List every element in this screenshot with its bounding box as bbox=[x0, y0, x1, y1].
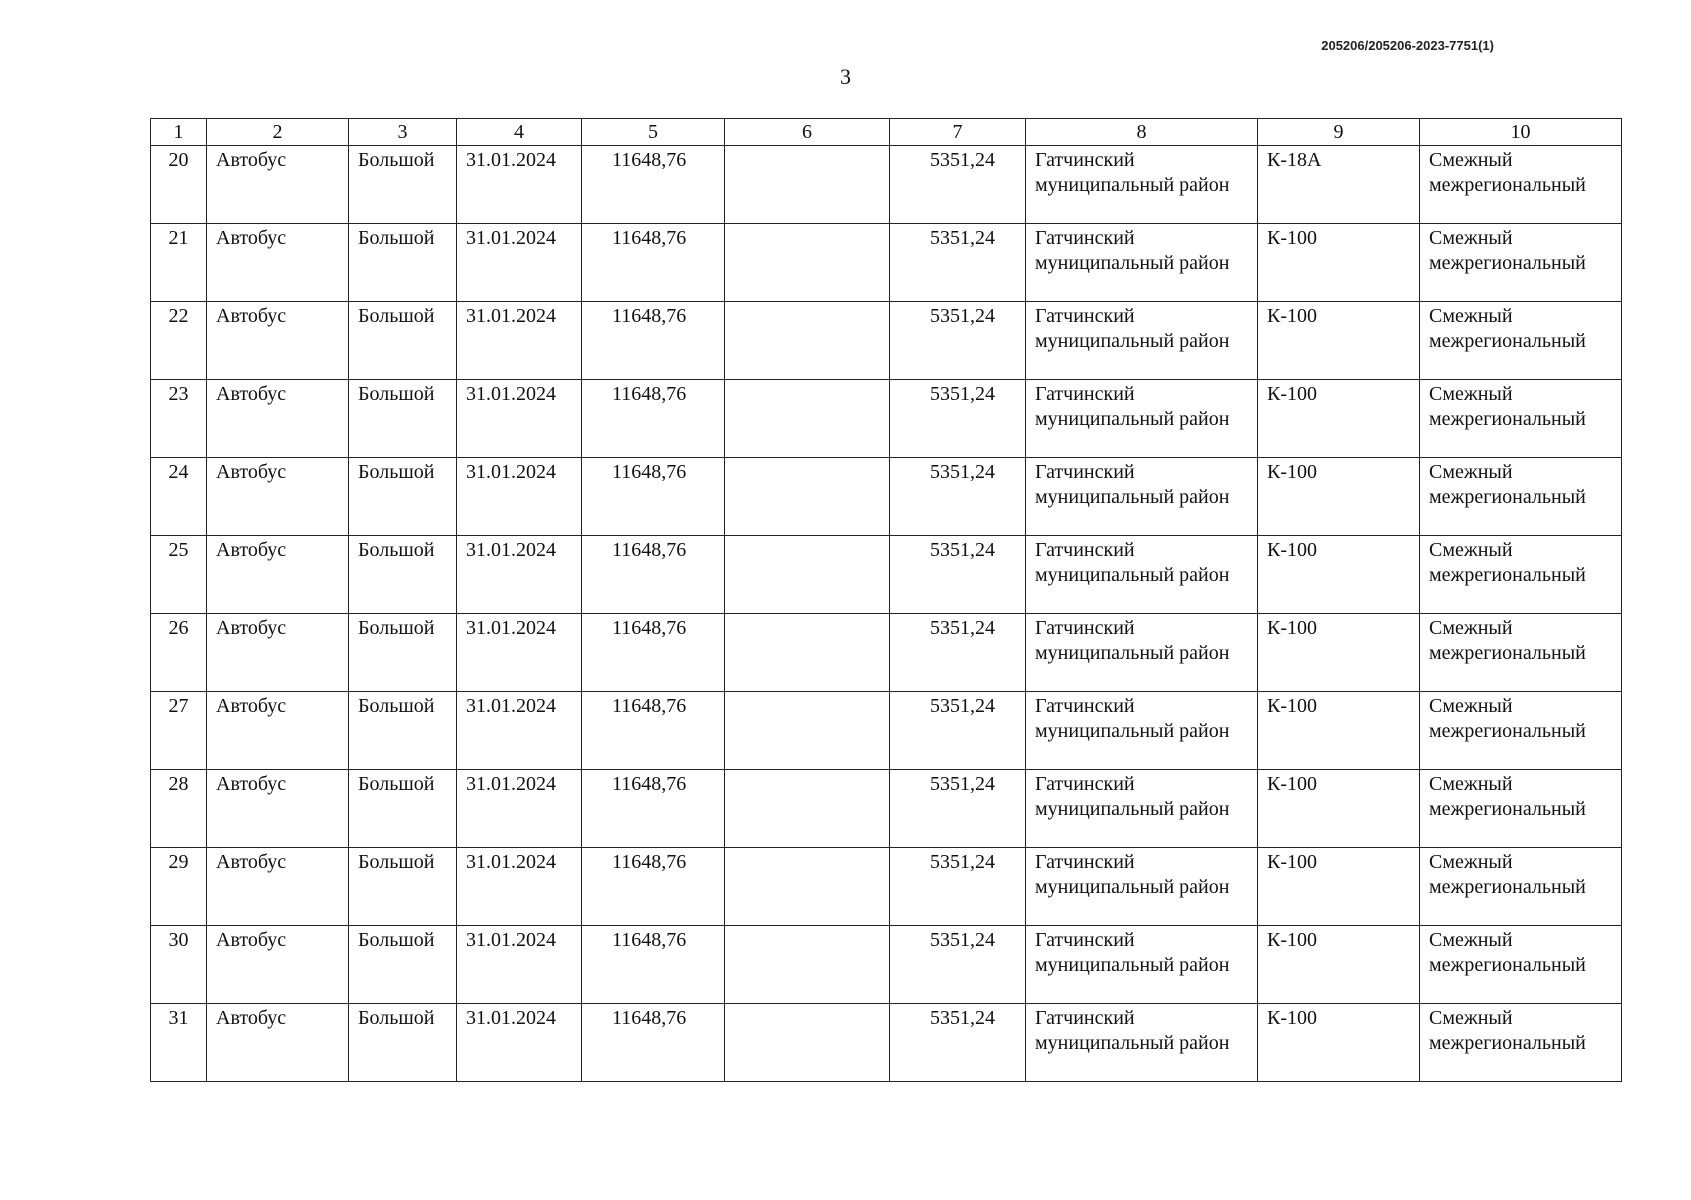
route-cell: К-100 bbox=[1258, 224, 1420, 302]
column-6-value-cell bbox=[725, 692, 890, 770]
vehicle-class-cell: Большой bbox=[349, 536, 457, 614]
column-6-value-cell bbox=[725, 614, 890, 692]
row-number-cell: 22 bbox=[151, 302, 207, 380]
table-row bbox=[151, 614, 1622, 692]
column-5-value-cell: 11648,76 bbox=[582, 848, 725, 926]
route-kind-cell: Смежный межрегиональный bbox=[1420, 1004, 1622, 1082]
column-7-value-cell: 5351,24 bbox=[890, 302, 1026, 380]
date-cell: 31.01.2024 bbox=[457, 692, 582, 770]
table-row bbox=[151, 380, 1622, 458]
column-5-value-cell: 11648,76 bbox=[582, 302, 725, 380]
vehicle-class-cell: Большой bbox=[349, 380, 457, 458]
table-row bbox=[151, 770, 1622, 848]
date-cell: 31.01.2024 bbox=[457, 224, 582, 302]
column-header-6: 6 bbox=[725, 119, 890, 146]
column-header-2: 2 bbox=[207, 119, 349, 146]
date-cell: 31.01.2024 bbox=[457, 458, 582, 536]
column-5-value-cell: 11648,76 bbox=[582, 926, 725, 1004]
vehicle-type-cell: Автобус bbox=[207, 458, 349, 536]
column-5-value-cell: 11648,76 bbox=[582, 146, 725, 224]
date-cell: 31.01.2024 bbox=[457, 848, 582, 926]
column-header-5: 5 bbox=[582, 119, 725, 146]
column-5-value-cell: 11648,76 bbox=[582, 536, 725, 614]
district-cell: Гатчинский муниципальный район bbox=[1026, 1004, 1258, 1082]
column-6-value-cell bbox=[725, 536, 890, 614]
district-cell: Гатчинский муниципальный район bbox=[1026, 536, 1258, 614]
table-row bbox=[151, 692, 1622, 770]
route-cell: К-100 bbox=[1258, 926, 1420, 1004]
row-number-cell: 26 bbox=[151, 614, 207, 692]
vehicle-type-cell: Автобус bbox=[207, 536, 349, 614]
column-7-value-cell: 5351,24 bbox=[890, 848, 1026, 926]
route-kind-cell: Смежный межрегиональный bbox=[1420, 380, 1622, 458]
column-6-value-cell bbox=[725, 1004, 890, 1082]
vehicle-type-cell: Автобус bbox=[207, 848, 349, 926]
column-7-value-cell: 5351,24 bbox=[890, 536, 1026, 614]
district-cell: Гатчинский муниципальный район bbox=[1026, 458, 1258, 536]
vehicle-class-cell: Большой bbox=[349, 848, 457, 926]
table-row bbox=[151, 302, 1622, 380]
vehicle-type-cell: Автобус bbox=[207, 1004, 349, 1082]
column-5-value-cell: 11648,76 bbox=[582, 770, 725, 848]
row-number-cell: 31 bbox=[151, 1004, 207, 1082]
row-number-cell: 23 bbox=[151, 380, 207, 458]
route-cell: К-100 bbox=[1258, 302, 1420, 380]
column-header-7: 7 bbox=[890, 119, 1026, 146]
column-5-value-cell: 11648,76 bbox=[582, 1004, 725, 1082]
table-body bbox=[151, 146, 1622, 1082]
table-row bbox=[151, 146, 1622, 224]
column-5-value-cell: 11648,76 bbox=[582, 224, 725, 302]
route-cell: К-100 bbox=[1258, 536, 1420, 614]
registry-table bbox=[150, 118, 1622, 1082]
vehicle-class-cell: Большой bbox=[349, 692, 457, 770]
district-cell: Гатчинский муниципальный район bbox=[1026, 146, 1258, 224]
vehicle-class-cell: Большой bbox=[349, 770, 457, 848]
column-header-9: 9 bbox=[1258, 119, 1420, 146]
column-6-value-cell bbox=[725, 224, 890, 302]
vehicle-class-cell: Большой bbox=[349, 926, 457, 1004]
route-kind-cell: Смежный межрегиональный bbox=[1420, 614, 1622, 692]
row-number-cell: 25 bbox=[151, 536, 207, 614]
vehicle-type-cell: Автобус bbox=[207, 224, 349, 302]
table-row bbox=[151, 926, 1622, 1004]
table-row bbox=[151, 536, 1622, 614]
route-kind-cell: Смежный межрегиональный bbox=[1420, 848, 1622, 926]
row-number-cell: 29 bbox=[151, 848, 207, 926]
row-number-cell: 24 bbox=[151, 458, 207, 536]
column-header-8: 8 bbox=[1026, 119, 1258, 146]
district-cell: Гатчинский муниципальный район bbox=[1026, 614, 1258, 692]
route-kind-cell: Смежный межрегиональный bbox=[1420, 302, 1622, 380]
column-7-value-cell: 5351,24 bbox=[890, 614, 1026, 692]
vehicle-type-cell: Автобус bbox=[207, 302, 349, 380]
column-5-value-cell: 11648,76 bbox=[582, 380, 725, 458]
vehicle-type-cell: Автобус bbox=[207, 146, 349, 224]
route-kind-cell: Смежный межрегиональный bbox=[1420, 146, 1622, 224]
column-6-value-cell bbox=[725, 848, 890, 926]
vehicle-class-cell: Большой bbox=[349, 1004, 457, 1082]
column-header-3: 3 bbox=[349, 119, 457, 146]
column-5-value-cell: 11648,76 bbox=[582, 458, 725, 536]
vehicle-type-cell: Автобус bbox=[207, 692, 349, 770]
route-cell: К-100 bbox=[1258, 848, 1420, 926]
date-cell: 31.01.2024 bbox=[457, 302, 582, 380]
document-id: 205206/205206-2023-7751(1) bbox=[1321, 38, 1494, 53]
date-cell: 31.01.2024 bbox=[457, 770, 582, 848]
column-header-4: 4 bbox=[457, 119, 582, 146]
date-cell: 31.01.2024 bbox=[457, 1004, 582, 1082]
column-7-value-cell: 5351,24 bbox=[890, 146, 1026, 224]
district-cell: Гатчинский муниципальный район bbox=[1026, 302, 1258, 380]
route-cell: К-100 bbox=[1258, 614, 1420, 692]
route-cell: К-100 bbox=[1258, 380, 1420, 458]
date-cell: 31.01.2024 bbox=[457, 926, 582, 1004]
route-kind-cell: Смежный межрегиональный bbox=[1420, 458, 1622, 536]
table-row bbox=[151, 848, 1622, 926]
row-number-cell: 28 bbox=[151, 770, 207, 848]
district-cell: Гатчинский муниципальный район bbox=[1026, 224, 1258, 302]
vehicle-class-cell: Большой bbox=[349, 146, 457, 224]
district-cell: Гатчинский муниципальный район bbox=[1026, 692, 1258, 770]
vehicle-type-cell: Автобус bbox=[207, 770, 349, 848]
column-header-1: 1 bbox=[151, 119, 207, 146]
column-7-value-cell: 5351,24 bbox=[890, 1004, 1026, 1082]
column-7-value-cell: 5351,24 bbox=[890, 692, 1026, 770]
table-row bbox=[151, 1004, 1622, 1082]
column-6-value-cell bbox=[725, 146, 890, 224]
column-6-value-cell bbox=[725, 302, 890, 380]
date-cell: 31.01.2024 bbox=[457, 380, 582, 458]
table-row bbox=[151, 224, 1622, 302]
vehicle-type-cell: Автобус bbox=[207, 614, 349, 692]
column-header-10: 10 bbox=[1420, 119, 1622, 146]
column-6-value-cell bbox=[725, 380, 890, 458]
row-number-cell: 20 bbox=[151, 146, 207, 224]
column-7-value-cell: 5351,24 bbox=[890, 926, 1026, 1004]
route-cell: К-100 bbox=[1258, 458, 1420, 536]
vehicle-class-cell: Большой bbox=[349, 224, 457, 302]
route-kind-cell: Смежный межрегиональный bbox=[1420, 224, 1622, 302]
page-number: 3 bbox=[840, 64, 851, 89]
column-6-value-cell bbox=[725, 770, 890, 848]
table-row bbox=[151, 458, 1622, 536]
route-cell: К-100 bbox=[1258, 692, 1420, 770]
district-cell: Гатчинский муниципальный район bbox=[1026, 380, 1258, 458]
district-cell: Гатчинский муниципальный район bbox=[1026, 926, 1258, 1004]
date-cell: 31.01.2024 bbox=[457, 146, 582, 224]
row-number-cell: 21 bbox=[151, 224, 207, 302]
vehicle-type-cell: Автобус bbox=[207, 380, 349, 458]
column-6-value-cell bbox=[725, 458, 890, 536]
vehicle-type-cell: Автобус bbox=[207, 926, 349, 1004]
column-7-value-cell: 5351,24 bbox=[890, 458, 1026, 536]
table-header-row bbox=[151, 119, 1622, 146]
vehicle-class-cell: Большой bbox=[349, 614, 457, 692]
district-cell: Гатчинский муниципальный район bbox=[1026, 770, 1258, 848]
row-number-cell: 27 bbox=[151, 692, 207, 770]
route-kind-cell: Смежный межрегиональный bbox=[1420, 692, 1622, 770]
route-kind-cell: Смежный межрегиональный bbox=[1420, 536, 1622, 614]
column-5-value-cell: 11648,76 bbox=[582, 692, 725, 770]
route-cell: К-100 bbox=[1258, 770, 1420, 848]
vehicle-class-cell: Большой bbox=[349, 302, 457, 380]
route-kind-cell: Смежный межрегиональный bbox=[1420, 770, 1622, 848]
date-cell: 31.01.2024 bbox=[457, 614, 582, 692]
vehicle-class-cell: Большой bbox=[349, 458, 457, 536]
route-cell: К-18А bbox=[1258, 146, 1420, 224]
route-cell: К-100 bbox=[1258, 1004, 1420, 1082]
row-number-cell: 30 bbox=[151, 926, 207, 1004]
column-5-value-cell: 11648,76 bbox=[582, 614, 725, 692]
column-6-value-cell bbox=[725, 926, 890, 1004]
column-7-value-cell: 5351,24 bbox=[890, 224, 1026, 302]
district-cell: Гатчинский муниципальный район bbox=[1026, 848, 1258, 926]
date-cell: 31.01.2024 bbox=[457, 536, 582, 614]
route-kind-cell: Смежный межрегиональный bbox=[1420, 926, 1622, 1004]
column-7-value-cell: 5351,24 bbox=[890, 770, 1026, 848]
column-7-value-cell: 5351,24 bbox=[890, 380, 1026, 458]
